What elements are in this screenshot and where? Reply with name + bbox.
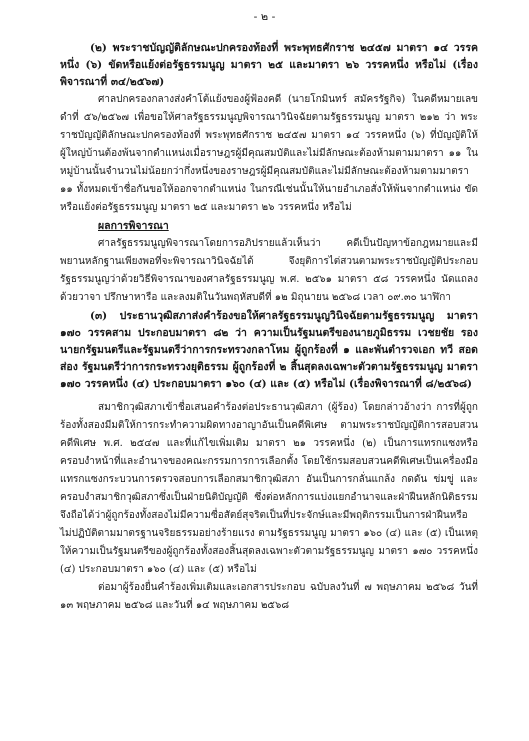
case-2-paragraph-2: ต่อมาผู้ร้องยื่นคำร้องเพิ่มเติมและเอกสารประกอบ ฉบับลงวันที่ ๗ พฤษภาคม ๒๕๖๘ วันที่ ๑๓ พฤษภาคม ๒๕๖๘ และวันที่ ๑๔ พฤษภาคม ๒๕๖๘ <box>60 582 478 611</box>
case-section-1 <box>60 40 478 307</box>
case-1-result-paragraph: ศาลรัฐธรรมนูญพิจารณาโดยการอภิปรายแล้วเห็นว่า คดีเป็นปัญหาข้อกฎหมายและมีพยานหลักฐานเพียงพอที่จะพิจารณาวินิจฉัยได้ จึงยุติการไต่สวนตามพระราชบัญญัติประกอบรัฐธรรมนูญว่าด้วยวิธีพิจารณาของศาลรัฐธรรมนูญ พ.ศ. ๒๕๖๑ มาตรา ๕๘ วรรคหนึ่ง นัดแถลงด้วยวาจา ปรึกษาหารือ และลงมติในวันพฤหัสบดีที่ ๑๒ มิถุนายน ๒๕๖๘ เวลา ๐๙.๓๐ นาฬิกา <box>60 238 478 303</box>
case-section-2 <box>60 308 478 615</box>
case-1-paragraph: ศาลปกครองกลางส่งคำโต้แย้งของผู้ฟ้องคดี (นายโกมินทร์ สมัครรัฐกิจ) ในคดีหมายเลขดำที่ ๕๖/๒๕๖๗ เพื่อขอให้ศาลรัฐธรรมนูญพิจารณาวินิจฉัยตามรัฐธรรมนูญ มาตรา ๒๑๒ ว่า พระราชบัญญัติลักษณะปกครองท้องที่ พระพุทธศักราช ๒๔๕๗ มาตรา ๑๔ วรรคหนึ่ง (๖) ที่บัญญัติให้ผู้ใหญ่บ้านต้องพ้นจากตำแหน่งเมื่อราษฎรผู้มีคุณสมบัติและไม่มีลักษณะต้องห้ามตามมาตรา ๑๑ ในหมู่บ้านนั้นจำนวนไม่น้อยกว่ากึ่งหนึ่งของราษฎรผู้มีคุณสมบัติและไม่มีลักษณะต้องห้ามตามมาตรา ๑๑ ทั้งหมดเข้าชื่อกันขอให้ออกจากตำแหน่ง ในกรณีเช่นนั้นให้นายอำเภอสั่งให้พ้นจากตำแหน่ง ขัดหรือแย้งต่อรัฐธรรมนูญ มาตรา ๒๕ และมาตรา ๒๖ วรรคหนึ่ง หรือไม่ <box>60 94 478 213</box>
case-1-result-heading: ผลการพิจารณา <box>98 220 169 232</box>
case-2-title: (๓) ประธานวุฒิสภาส่งคำร้องขอให้ศาลรัฐธรรมนูญวินิจฉัยตามรัฐธรรมนูญ มาตรา ๑๗๐ วรรคสาม ประกอบมาตรา ๘๒ ว่า ความเป็นรัฐมนตรีของนายภูมิธรรม เวชยชัย รองนายกรัฐมนตรีและรัฐมนตรีว่าการกระทรวงกลาโหม ผู้ถูกร้องที่ ๑ และพันตำรวจเอก ทวี สอดส่อง รัฐมนตรีว่าการกระทรวงยุติธรรม ผู้ถูกร้องที่ ๒ สิ้นสุดลงเฉพาะตัวตามรัฐธรรมนูญ มาตรา ๑๗๐ วรรคหนึ่ง (๔) ประกอบมาตรา ๑๖๐ (๔) และ (๕) หรือไม่ (เรื่องพิจารณาที่ ๘/๒๕๖๘) <box>60 310 478 390</box>
case-1-title: (๒) พระราชบัญญัติลักษณะปกครองท้องที่ พระพุทธศักราช ๒๔๕๗ มาตรา ๑๔ วรรคหนึ่ง (๖) ขัดหรือแย้งต่อรัฐธรรมนูญ มาตรา ๒๕ และมาตรา ๒๖ วรรคหนึ่ง หรือไม่ (เรื่องพิจารณาที่ ๓๔/๒๕๖๗) <box>60 42 478 88</box>
page-number: - ๒ - <box>253 10 276 23</box>
case-2-paragraph: สมาชิกวุฒิสภาเข้าชื่อเสนอคำร้องต่อประธานวุฒิสภา (ผู้ร้อง) โดยกล่าวอ้างว่า การที่ผู้ถูกร้องทั้งสองมีมติให้การกระทำความผิดทางอาญาอันเป็นคดีพิเศษ ตามพระราชบัญญัติการสอบสวนคดีพิเศษ พ.ศ. ๒๕๔๗ และที่แก้ไขเพิ่มเติม มาตรา ๒๑ วรรคหนึ่ง (๒) เป็นการแทรกแซงหรือครอบงำหน้าที่และอำนาจของคณะกรรมการการเลือกตั้ง โดยใช้กรมสอบสวนคดีพิเศษเป็นเครื่องมือแทรกแซงกระบวนการตรวจสอบการเลือกสมาชิกวุฒิสภา อันเป็นการกลั่นแกล้ง กดดัน ข่มขู่ และครอบงำสมาชิกวุฒิสภาซึ่งเป็นฝ่ายนิติบัญญัติ ซึ่งต่อหลักการแบ่งแยกอำนาจและฝ่าฝืนหลักนิติธรรม จึงถือได้ว่าผู้ถูกร้องทั้งสองไม่มีความซื่อสัตย์สุจริตเป็นที่ประจักษ์และมีพฤติกรรมเป็นการฝ่าฝืนหรือไม่ปฏิบัติตามมาตรฐานจริยธรรมอย่างร้ายแรง ตามรัฐธรรมนูญ มาตรา ๑๖๐ (๔) และ (๕) เป็นเหตุให้ความเป็นรัฐมนตรีของผู้ถูกร้องทั้งสองสิ้นสุดลงเฉพาะตัวตามรัฐธรรมนูญ มาตรา ๑๗๐ วรรคหนึ่ง (๔) ประกอบมาตรา ๑๖๐ (๔) และ (๕) หรือไม่ <box>60 402 478 575</box>
